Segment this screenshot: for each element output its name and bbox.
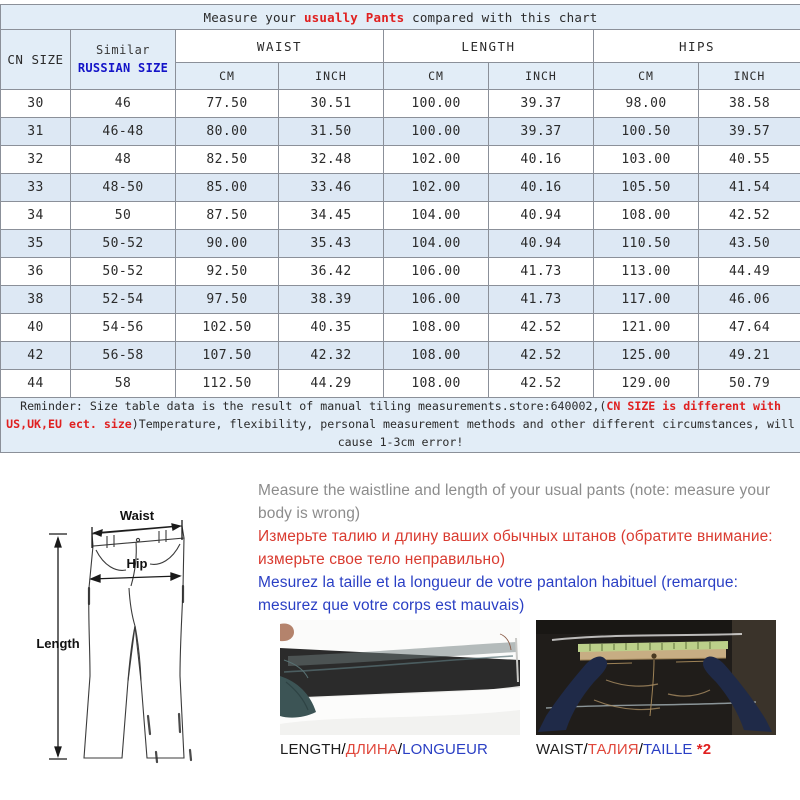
cell-cn-size: 35 xyxy=(1,230,71,258)
cell-length-cm: 108.00 xyxy=(384,314,489,342)
cell-hips-cm: 103.00 xyxy=(594,146,699,174)
cell-hips-cm: 98.00 xyxy=(594,90,699,118)
table-row xyxy=(1,146,800,174)
cell-length-in: 39.37 xyxy=(489,118,594,146)
cell-waist-in: 36.42 xyxy=(279,258,384,286)
cell-cn-size: 31 xyxy=(1,118,71,146)
cell-length-in: 41.73 xyxy=(489,286,594,314)
table-row xyxy=(1,314,800,342)
cell-waist-in: 32.48 xyxy=(279,146,384,174)
cell-length-cm: 106.00 xyxy=(384,258,489,286)
table-row xyxy=(1,202,800,230)
header-group-length: LENGTH xyxy=(384,30,594,63)
cell-length-cm: 102.00 xyxy=(384,146,489,174)
cell-cn-size: 32 xyxy=(1,146,71,174)
cell-hips-cm: 110.50 xyxy=(594,230,699,258)
header-group-hips: HIPS xyxy=(594,30,800,63)
measurement-guide-section xyxy=(0,462,800,800)
cell-hips-cm: 105.50 xyxy=(594,174,699,202)
table-row xyxy=(1,174,800,202)
cell-russian: 56-58 xyxy=(71,342,176,370)
cell-cn-size: 34 xyxy=(1,202,71,230)
header-unit-length-inch: INCH xyxy=(489,63,594,90)
caption-waist-ru: ТАЛИЯ xyxy=(587,741,639,758)
cell-waist-in: 33.46 xyxy=(279,174,384,202)
cell-hips-cm: 113.00 xyxy=(594,258,699,286)
photo-length-example xyxy=(280,620,520,758)
photo-examples xyxy=(258,620,800,795)
header-cn-size: CN SIZE xyxy=(1,30,71,90)
cell-hips-cm: 100.50 xyxy=(594,118,699,146)
cell-waist-in: 40.35 xyxy=(279,314,384,342)
cell-length-cm: 108.00 xyxy=(384,342,489,370)
photo-length-caption: LENGTH/ДЛИНА/LONGUEUR xyxy=(280,741,488,758)
caption-waist-en: WAIST xyxy=(536,741,584,758)
cell-waist-cm: 80.00 xyxy=(176,118,279,146)
header-group-waist: WAIST xyxy=(176,30,384,63)
table-row xyxy=(1,370,800,398)
instruction-english: Measure the waistline and length of your usual pants (note: measure your body is wrong) xyxy=(258,482,771,522)
cell-cn-size: 33 xyxy=(1,174,71,202)
header-unit-length-cm: CM xyxy=(384,63,489,90)
photo-waist-example xyxy=(536,620,776,758)
cell-length-in: 42.52 xyxy=(489,342,594,370)
cell-russian: 48-50 xyxy=(71,174,176,202)
table-row xyxy=(1,230,800,258)
cell-waist-in: 38.39 xyxy=(279,286,384,314)
cell-russian: 52-54 xyxy=(71,286,176,314)
header-unit-hips-inch: INCH xyxy=(699,63,800,90)
cell-length-in: 40.16 xyxy=(489,146,594,174)
table-row xyxy=(1,286,800,314)
caption-length-ru: ДЛИНА xyxy=(345,741,398,758)
cell-length-in: 42.52 xyxy=(489,314,594,342)
cell-length-cm: 100.00 xyxy=(384,118,489,146)
cell-cn-size: 40 xyxy=(1,314,71,342)
instruction-russian: Измерьте талию и длину ваших обычных штанов (обратите внимание: измерьте свое тело неправильно) xyxy=(258,527,773,568)
cell-waist-cm: 87.50 xyxy=(176,202,279,230)
cell-hips-in: 46.06 xyxy=(699,286,800,314)
diagram-waist-label: Waist xyxy=(119,508,155,523)
cell-length-in: 42.52 xyxy=(489,370,594,398)
cell-waist-cm: 112.50 xyxy=(176,370,279,398)
table-row xyxy=(1,342,800,370)
table-header-group-row xyxy=(1,30,800,63)
photo-length-frame xyxy=(280,620,520,735)
cell-hips-in: 38.58 xyxy=(699,90,800,118)
cell-length-cm: 104.00 xyxy=(384,202,489,230)
table-row xyxy=(1,118,800,146)
header-unit-waist-cm: CM xyxy=(176,63,279,90)
cell-hips-in: 50.79 xyxy=(699,370,800,398)
size-table-container xyxy=(0,4,800,453)
cell-hips-in: 40.55 xyxy=(699,146,800,174)
cell-waist-in: 31.50 xyxy=(279,118,384,146)
cell-waist-cm: 92.50 xyxy=(176,258,279,286)
photo-waist-frame xyxy=(536,620,776,735)
cell-hips-in: 43.50 xyxy=(699,230,800,258)
cell-hips-in: 42.52 xyxy=(699,202,800,230)
cell-waist-cm: 107.50 xyxy=(176,342,279,370)
cell-waist-cm: 85.00 xyxy=(176,174,279,202)
caption-waist-multiplier: *2 xyxy=(696,741,712,758)
size-table xyxy=(0,4,800,453)
photo-waist-caption: WAIST/ТАЛИЯ/TAILLE *2 xyxy=(536,741,712,758)
cell-hips-in: 41.54 xyxy=(699,174,800,202)
reminder-part1: Reminder: Size table data is the result of manual tiling measurements.store:640002,( xyxy=(20,399,607,413)
table-title-row xyxy=(1,5,800,30)
cell-waist-cm: 102.50 xyxy=(176,314,279,342)
cell-cn-size: 44 xyxy=(1,370,71,398)
cell-length-in: 39.37 xyxy=(489,90,594,118)
cell-russian: 50 xyxy=(71,202,176,230)
reminder-part2: )Temperature, flexibility, personal measurement methods and other different circumstances, will cause 1-3cm error! xyxy=(131,416,795,449)
cell-hips-cm: 108.00 xyxy=(594,202,699,230)
cell-length-cm: 106.00 xyxy=(384,286,489,314)
pants-diagram xyxy=(4,476,256,786)
cell-hips-in: 44.49 xyxy=(699,258,800,286)
cell-russian: 58 xyxy=(71,370,176,398)
cell-length-cm: 108.00 xyxy=(384,370,489,398)
cell-waist-cm: 82.50 xyxy=(176,146,279,174)
cell-waist-cm: 77.50 xyxy=(176,90,279,118)
cell-waist-in: 35.43 xyxy=(279,230,384,258)
reminder-red: CN SIZE is different with US,UK,EU ect. size xyxy=(6,399,781,431)
header-russian-size-label: RUSSIAN SIZE xyxy=(77,60,169,75)
cell-hips-in: 47.64 xyxy=(699,314,800,342)
header-russian-size xyxy=(71,30,176,90)
cell-length-cm: 104.00 xyxy=(384,230,489,258)
cell-length-cm: 102.00 xyxy=(384,174,489,202)
page-title xyxy=(1,5,800,30)
cell-hips-cm: 125.00 xyxy=(594,342,699,370)
cell-length-in: 40.94 xyxy=(489,230,594,258)
cell-russian: 54-56 xyxy=(71,314,176,342)
title-text-before: Measure your xyxy=(203,9,304,25)
cell-length-in: 40.16 xyxy=(489,174,594,202)
cell-waist-in: 44.29 xyxy=(279,370,384,398)
cell-russian: 50-52 xyxy=(71,230,176,258)
cell-hips-cm: 117.00 xyxy=(594,286,699,314)
header-unit-waist-inch: INCH xyxy=(279,63,384,90)
cell-cn-size: 30 xyxy=(1,90,71,118)
instruction-text-block xyxy=(258,480,798,618)
cell-cn-size: 36 xyxy=(1,258,71,286)
diagram-hip-label: Hip xyxy=(126,556,148,571)
cell-waist-in: 30.51 xyxy=(279,90,384,118)
table-row xyxy=(1,258,800,286)
instruction-french: Mesurez la taille et la longueur de votre pantalon habituel (remarque: mesurez que votre corps est mauvais) xyxy=(258,573,739,614)
caption-length-fr: LONGUEUR xyxy=(402,741,488,758)
cell-waist-cm: 97.50 xyxy=(176,286,279,314)
cell-russian: 46-48 xyxy=(71,118,176,146)
reminder-note xyxy=(1,398,800,453)
title-text-highlight: usually Pants xyxy=(303,9,405,25)
header-unit-hips-cm: CM xyxy=(594,63,699,90)
cell-length-in: 41.73 xyxy=(489,258,594,286)
pants-diagram-svg xyxy=(4,476,256,786)
photo-waist-image xyxy=(536,620,776,735)
cell-cn-size: 42 xyxy=(1,342,71,370)
caption-length-en: LENGTH xyxy=(280,741,342,758)
photo-length-image xyxy=(280,620,520,735)
cell-length-cm: 100.00 xyxy=(384,90,489,118)
caption-waist-fr: TAILLE xyxy=(642,741,693,758)
cell-waist-cm: 90.00 xyxy=(176,230,279,258)
cell-waist-in: 34.45 xyxy=(279,202,384,230)
diagram-length-label: Length xyxy=(36,636,80,651)
title-text-after: compared with this chart xyxy=(404,9,598,25)
cell-hips-cm: 129.00 xyxy=(594,370,699,398)
header-similar-label: Similar xyxy=(95,43,151,58)
cell-hips-in: 49.21 xyxy=(699,342,800,370)
cell-hips-in: 39.57 xyxy=(699,118,800,146)
cell-russian: 46 xyxy=(71,90,176,118)
cell-cn-size: 38 xyxy=(1,286,71,314)
cell-russian: 48 xyxy=(71,146,176,174)
cell-waist-in: 42.32 xyxy=(279,342,384,370)
cell-length-in: 40.94 xyxy=(489,202,594,230)
table-row xyxy=(1,90,800,118)
cell-russian: 50-52 xyxy=(71,258,176,286)
cell-hips-cm: 121.00 xyxy=(594,314,699,342)
table-reminder-row xyxy=(1,398,800,453)
